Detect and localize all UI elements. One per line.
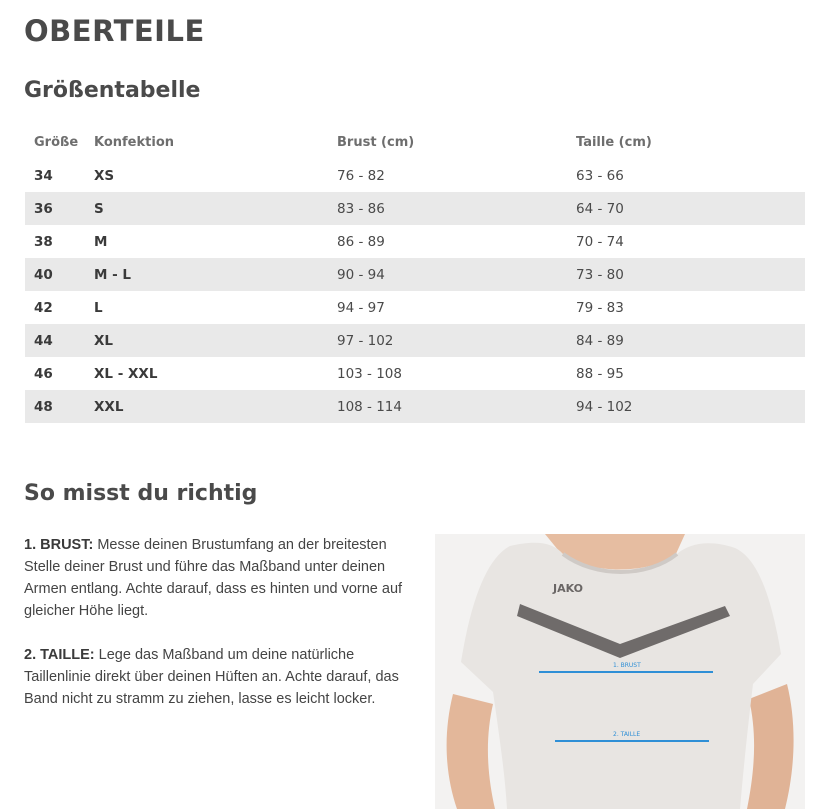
cell-brust: 103 - 108 — [337, 365, 402, 382]
column-header-brust: Brust (cm) — [337, 134, 415, 150]
cell-groesse: 36 — [34, 200, 53, 217]
table-row — [25, 291, 805, 324]
cell-brust: 108 - 114 — [337, 398, 402, 415]
cell-taille: 88 - 95 — [576, 365, 624, 382]
cell-konfektion: XS — [94, 167, 115, 184]
cell-konfektion: XL — [94, 332, 114, 349]
cell-groesse: 40 — [34, 266, 53, 283]
table-row — [25, 390, 805, 423]
cell-taille: 64 - 70 — [576, 200, 624, 217]
shirt-shape — [461, 543, 781, 809]
taille-text: Lege das Maßband um deine natürliche Taillenlinie direkt über deinen Hüften an. Achte darauf, das Band nicht zu stramm zu ziehen, lasse es leicht locker. — [24, 647, 399, 707]
brust-instruction — [24, 534, 404, 622]
table-row — [25, 324, 805, 357]
column-header-groesse: Größe — [34, 134, 79, 150]
table-row — [25, 357, 805, 390]
taille-measure-label: 2. TAILLE — [613, 731, 641, 738]
page-title: OBERTEILE — [24, 14, 205, 48]
cell-taille: 70 - 74 — [576, 233, 624, 250]
cell-taille: 84 - 89 — [576, 332, 624, 349]
cell-konfektion: M — [94, 233, 108, 250]
brust-label: 1. BRUST: — [24, 537, 94, 553]
cell-konfektion: M - L — [94, 266, 132, 283]
brust-text: Messe deinen Brustumfang an der breitesten Stelle deiner Brust und führe das Maßband unter deinen Armen entlang. Achte darauf, dass es hinten und vorne auf gleicher Höhe liegt. — [24, 537, 403, 619]
cell-groesse: 46 — [34, 365, 53, 382]
cell-konfektion: L — [94, 299, 103, 316]
cell-taille: 63 - 66 — [576, 167, 624, 184]
table-row — [25, 258, 805, 291]
size-table-heading: Größentabelle — [24, 78, 201, 103]
cell-brust: 90 - 94 — [337, 266, 385, 283]
cell-taille: 73 - 80 — [576, 266, 624, 283]
cell-brust: 97 - 102 — [337, 332, 394, 349]
cell-brust: 76 - 82 — [337, 167, 385, 184]
taille-label: 2. TAILLE: — [24, 647, 95, 663]
size-table — [25, 125, 805, 423]
cell-groesse: 44 — [34, 332, 53, 349]
cell-taille: 79 - 83 — [576, 299, 624, 316]
cell-konfektion: XXL — [94, 398, 124, 415]
brand-logo: JAKO — [553, 582, 583, 595]
cell-groesse: 38 — [34, 233, 53, 250]
cell-konfektion: XL - XXL — [94, 365, 158, 382]
cell-taille: 94 - 102 — [576, 398, 633, 415]
column-header-taille: Taille (cm) — [576, 134, 652, 150]
brust-measure-label: 1. BRUST — [613, 662, 641, 669]
cell-brust: 86 - 89 — [337, 233, 385, 250]
cell-groesse: 34 — [34, 167, 53, 184]
column-header-konfektion: Konfektion — [94, 134, 175, 150]
table-row — [25, 225, 805, 258]
cell-konfektion: S — [94, 200, 104, 217]
measure-heading: So misst du richtig — [24, 481, 258, 506]
measurement-image — [435, 534, 805, 809]
table-row — [25, 192, 805, 225]
cell-groesse: 48 — [34, 398, 53, 415]
cell-brust: 83 - 86 — [337, 200, 385, 217]
taille-instruction — [24, 644, 404, 710]
table-header-row — [25, 125, 805, 159]
cell-brust: 94 - 97 — [337, 299, 385, 316]
cell-groesse: 42 — [34, 299, 53, 316]
table-row — [25, 159, 805, 192]
